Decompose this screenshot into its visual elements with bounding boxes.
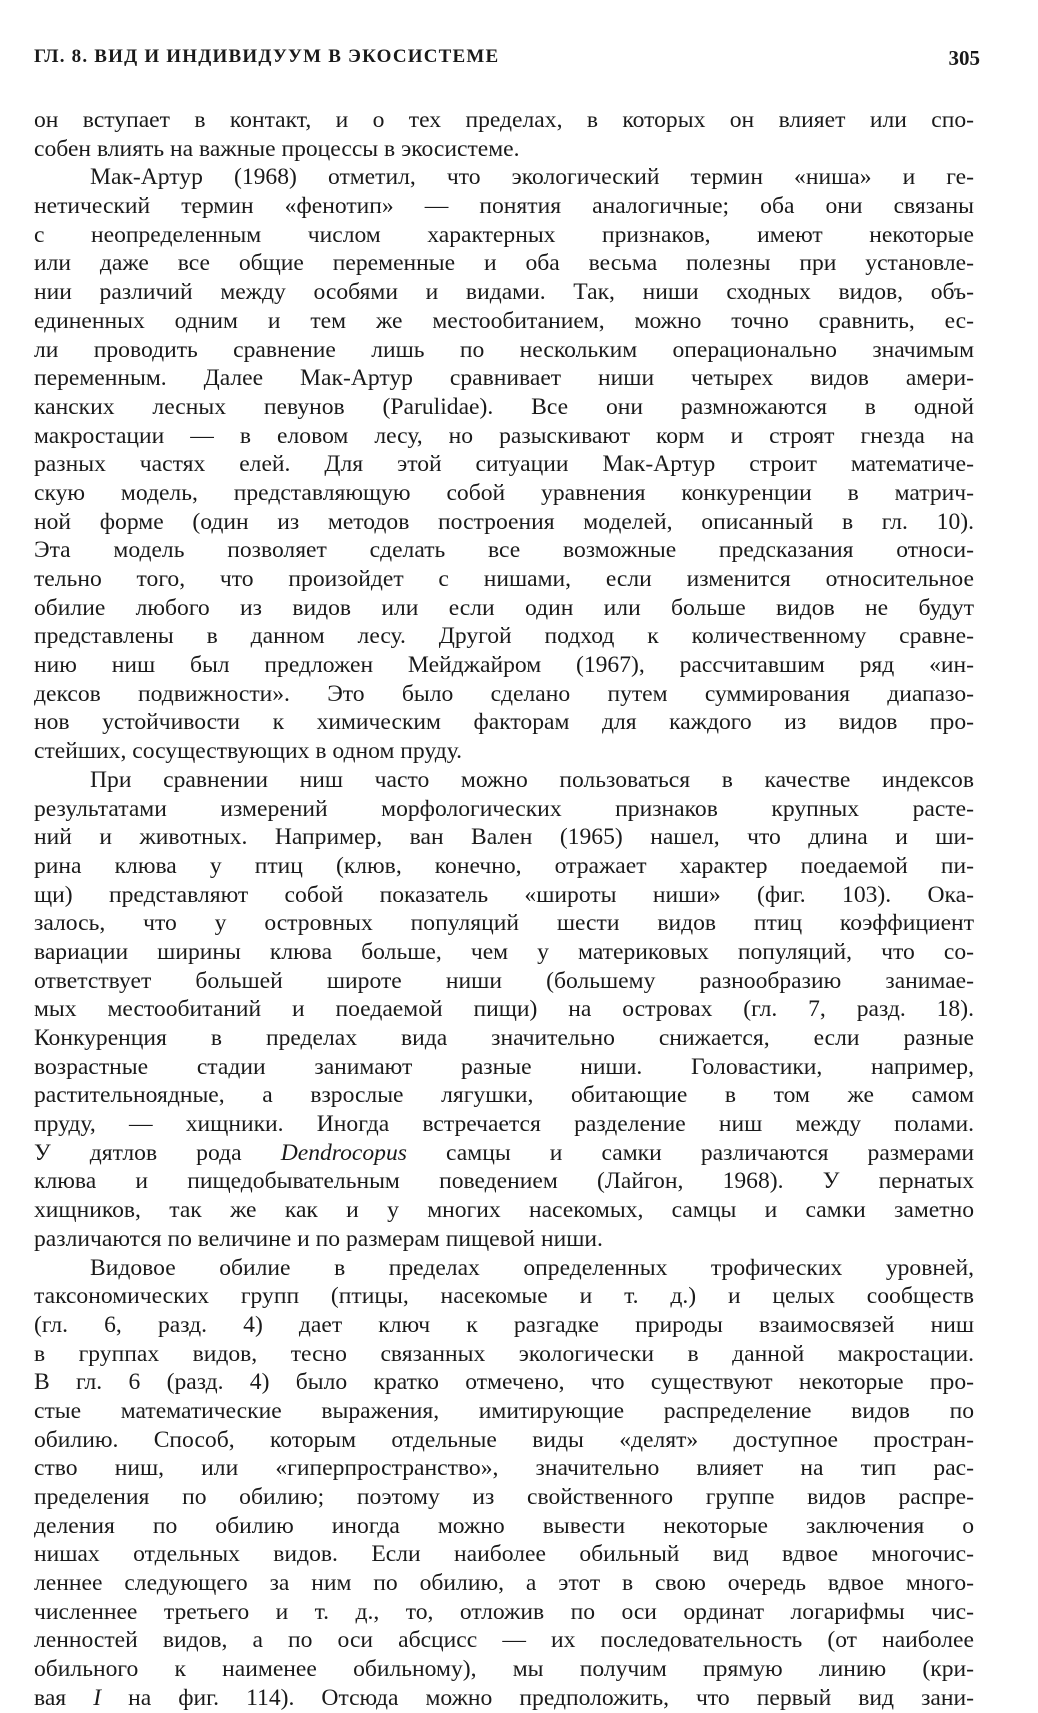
text-line: ство ниш, или «гиперпространство», значительно влияет на тип рас-	[34, 1455, 974, 1482]
text-line: представлены в данном лесу. Другой подход к количественному сравне-	[34, 623, 974, 650]
text-line: обильного к наименее обильному), мы получим прямую линию (кри-	[34, 1656, 974, 1683]
text-line: обилию. Способ, которым отдельные виды «делят» доступное простран-	[34, 1426, 974, 1453]
text-line: (гл. 6, разд. 4) дает ключ к разгадке природы взаимосвязей ниш	[34, 1311, 974, 1338]
text-line: различаются по величине и по размерам пищевой ниши.	[34, 1225, 603, 1252]
text-line: переменным. Далее Мак-Артур сравнивает ниши четырех видов амери-	[34, 365, 974, 392]
paragraph-4	[34, 1254, 974, 1713]
text-fragment: вая	[34, 1684, 94, 1711]
text-line: ответствует большей широте ниши (большему разнообразию занимае-	[34, 967, 974, 994]
running-head	[34, 46, 980, 76]
text-line: канских лесных певунов (Parulidae). Все они размножаются в одной	[34, 393, 974, 420]
text-line: Эта модель позволяет сделать все возможные предсказания относи-	[34, 537, 974, 564]
text-line: ленностей видов, а по оси абсцисс — их последовательность (от наиболее	[34, 1627, 974, 1654]
text-line: нию ниш был предложен Мейджайром (1967), рассчитавшим ряд «ин-	[34, 652, 974, 679]
paragraph-3	[34, 766, 974, 1254]
text-line: ли проводить сравнение лишь по нескольким операционально значимым	[34, 336, 974, 363]
text-line: При сравнении ниш часто можно пользоваться в качестве индексов	[90, 766, 974, 793]
text-line: стейших, сосуществующих в одном пруду.	[34, 738, 463, 765]
text-line: пруду, — хищники. Иногда встречается разделение ниш между полами.	[34, 1111, 974, 1138]
text-line: возрастные стадии занимают разные ниши. Головастики, например,	[34, 1053, 974, 1080]
text-line: клюва и пищедобывательным поведением (Лайгон, 1968). У пернатых	[34, 1168, 974, 1195]
text-line: ний и животных. Например, ван Вален (1965) нашел, что длина и ши-	[34, 824, 974, 851]
text-line: Мак-Артур (1968) отметил, что экологический термин «ниша» и ге-	[90, 164, 974, 191]
text-line: дексов подвижности». Это было сделано путем суммирования диапазо-	[34, 680, 974, 707]
text-line: нетический термин «фенотип» — понятия аналогичные; оба они связаны	[34, 193, 974, 220]
text-line: обилие любого из видов или если один или больше видов не будут	[34, 594, 974, 621]
text-line: стые математические выражения, имитирующие распределение видов по	[34, 1397, 974, 1424]
chapter-title: ГЛ. 8. ВИД И ИНДИВИДУУМ В ЭКОСИСТЕМЕ	[34, 46, 500, 67]
text-line: вариации ширины клюва больше, чем у материковых популяций, что со-	[34, 938, 974, 965]
text-line: растительноядные, а взрослые лягушки, обитающие в том же самом	[34, 1082, 974, 1109]
curve-label: I	[93, 1684, 102, 1711]
text-line: в группах видов, тесно связанных экологически в данной макростации.	[34, 1340, 974, 1367]
genus-name: Dendrocopus	[280, 1139, 407, 1166]
text-line: нов устойчивости к химическим факторам для каждого из видов про-	[34, 709, 974, 736]
text-line: единенных одним и тем же местообитанием, можно точно сравнить, ес-	[34, 307, 974, 334]
text-line: В гл. 6 (разд. 4) было кратко отмечено, что существуют некоторые про-	[34, 1369, 974, 1396]
text-line: таксономических групп (птицы, насекомые и т. д.) и целых сообществ	[34, 1283, 974, 1310]
paragraph-1	[34, 106, 974, 163]
text-line: макростации — в еловом лесу, но разыскивают корм и строят гнезда на	[34, 422, 974, 449]
text-line: деления по обилию иногда можно вывести некоторые заключения о	[34, 1512, 974, 1539]
page-number: 305	[948, 46, 980, 70]
text-line: результатами измерений морфологических признаков крупных расте-	[34, 795, 974, 822]
text-line: залось, что у островных популяций шести видов птиц коэффициент	[34, 910, 974, 937]
text-line: нии различий между особями и видами. Так, ниши сходных видов, объ-	[34, 279, 974, 306]
paragraph-2	[34, 163, 974, 765]
text-fragment: на фиг. 114). Отсюда можно предположить, что первый вид зани-	[128, 1684, 974, 1711]
text-line: Видовое обилие в пределах определенных трофических уровней,	[90, 1254, 974, 1281]
text-line: пределения по обилию; поэтому из свойственного группе видов распре-	[34, 1484, 974, 1510]
text-line: скую модель, представляющую собой уравнения конкуренции в матрич-	[34, 479, 974, 506]
text-line: рина клюва у птиц (клюв, конечно, отражает характер поедаемой пи-	[34, 852, 974, 879]
text-line: численнее третьего и т. д., то, отложив по оси ординат логарифмы чис-	[34, 1598, 974, 1625]
text-line: с неопределенным числом характерных признаков, имеют некоторые	[34, 221, 974, 248]
text-fragment: самцы и самки различаются размерами	[406, 1139, 974, 1166]
text-line: или даже все общие переменные и оба весьма полезны при установле-	[34, 250, 974, 277]
text-line: хищников, так же как и у многих насекомых, самцы и самки заметно	[34, 1197, 974, 1224]
text-line: разных частях елей. Для этой ситуации Мак-Артур строит математиче-	[34, 451, 974, 478]
text-line: тельно того, что произойдет с нишами, если изменится относительное	[34, 566, 974, 592]
body-text	[34, 106, 974, 1713]
text-fragment: У дятлов рода	[34, 1139, 281, 1166]
text-line: собен влиять на важные процессы в экосистеме.	[34, 135, 520, 162]
text-line: он вступает в контакт, и о тех пределах, в которых он влияет или спо-	[34, 107, 974, 133]
text-line: нишах отдельных видов. Если наиболее обильный вид вдвое многочис-	[34, 1541, 974, 1568]
text-line-mixed	[34, 1684, 974, 1713]
text-line: щи) представляют собой показатель «широты ниши» (фиг. 103). Ока-	[34, 881, 974, 908]
text-line: Конкуренция в пределах вида значительно снижается, если разные	[34, 1025, 974, 1051]
text-line: мых местообитаний и поедаемой пищи) на островах (гл. 7, разд. 18).	[34, 996, 974, 1023]
text-line-mixed	[34, 1139, 974, 1168]
text-line: леннее следующего за ним по обилию, а этот в свою очередь вдвое много-	[34, 1570, 974, 1597]
text-line: ной форме (один из методов построения моделей, описанный в гл. 10).	[34, 508, 974, 535]
